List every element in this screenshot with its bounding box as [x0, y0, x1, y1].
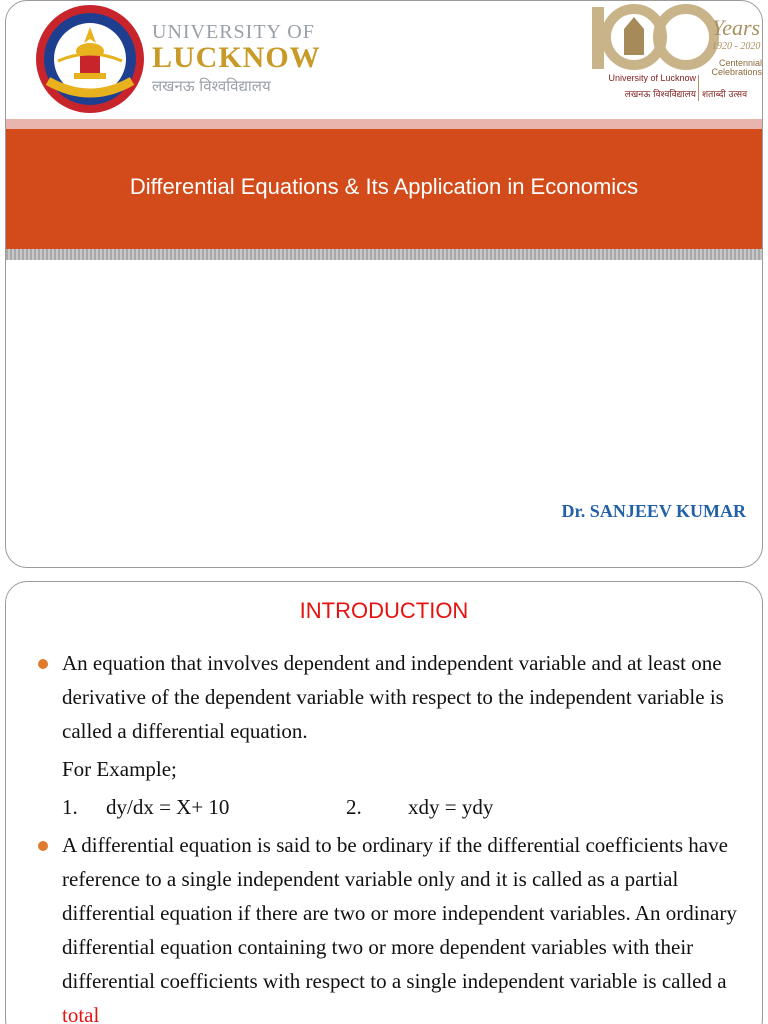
bullet-definition — [38, 646, 748, 748]
for-example-label: For Example; — [62, 757, 177, 781]
bullet-dot-icon — [38, 841, 48, 851]
university-crest-icon — [34, 3, 146, 115]
centenary-divider — [698, 75, 699, 101]
pink-divider-stripe — [6, 119, 762, 129]
bullet-dot-icon — [38, 659, 48, 669]
example-1-equation: dy/dx = X+ 10 — [106, 795, 230, 819]
slide-header — [6, 1, 762, 119]
centenary-university-hi: लखनऊ विश्वविद्यालय — [624, 90, 696, 100]
centenary-subtitle-1: Centennial — [718, 58, 762, 68]
example-1-number: 1. — [62, 795, 78, 819]
bullet-ordinary — [38, 828, 748, 1024]
centenary-dates: 1920 - 2020 — [712, 41, 761, 52]
centenary-years-label: Years — [712, 15, 761, 40]
author-name: Dr. SANJEEV KUMAR — [561, 501, 746, 521]
examples-row — [38, 790, 748, 824]
slide-title: Differential Equations & Its Application in Economics — [129, 174, 639, 199]
bullet-ordinary-text: A differential equation is said to be ordinary if the differential coefficients have reference to a single independent variable only and it is called as a partial differential equation if there are two or more independent variables. An ordinary differential equation containing two or more dependent variables with their differential coefficients with respect to a single independent variable is called a — [62, 833, 737, 993]
centenary-subtitle-2: Celebrations — [711, 67, 762, 77]
university-name-hindi: लखनऊ विश्वविद्यालय — [152, 77, 271, 95]
highlighted-term: total — [62, 1003, 100, 1024]
centenary-logo — [588, 1, 763, 111]
example-2-equation: xdy = ydy — [408, 795, 494, 819]
title-band — [6, 129, 762, 249]
centenary-university-en: University of Lucknow — [608, 73, 696, 83]
gray-divider-stripe — [6, 249, 762, 260]
title-slide — [5, 0, 763, 568]
university-name — [152, 21, 321, 97]
centenary-celebration-hi: शताब्दी उत्सव — [702, 90, 748, 100]
university-name-line2: LUCKNOW — [152, 41, 321, 74]
introduction-heading: INTRODUCTION — [299, 598, 469, 623]
university-name-line1: UNIVERSITY OF — [152, 21, 315, 43]
slide-content — [38, 646, 748, 1024]
example-2-number: 2. — [346, 795, 362, 819]
bullet-definition-text: An equation that involves dependent and independent variable and at least one derivative of the dependent variable with respect to the independent variable is called a differential equation. — [62, 651, 724, 743]
introduction-slide — [5, 581, 763, 1024]
